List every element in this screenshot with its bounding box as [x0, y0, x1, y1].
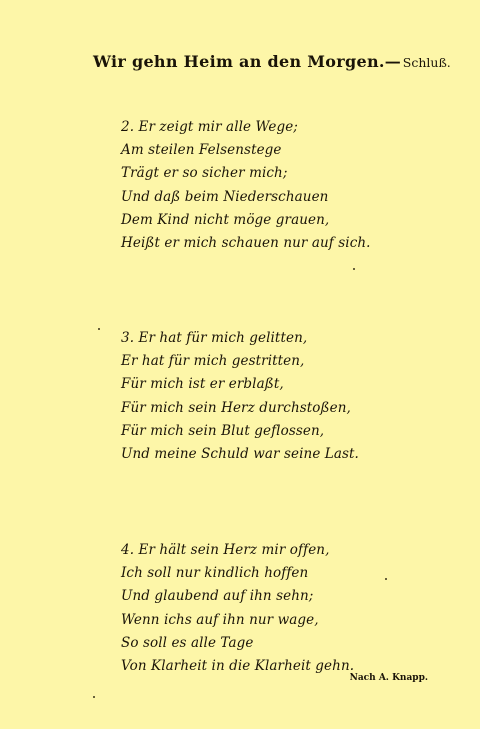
- verse-line: Und meine Schuld war seine Last.: [121, 446, 359, 463]
- stanza-number: 3.: [121, 330, 135, 346]
- verse-line: Und daß beim Niederschauen: [121, 188, 329, 205]
- title-continuation: Schluß.: [402, 55, 451, 70]
- verse-line: Trägt er so sicher mich;: [121, 165, 288, 182]
- paper-speck: [93, 696, 95, 698]
- verse-line: Heißt er mich schauen nur auf sich.: [121, 235, 371, 252]
- verse-line: So soll es alle Tage: [121, 634, 254, 651]
- verse-line: Am steilen Felsenstege: [121, 142, 282, 159]
- stanza-4: [121, 539, 354, 678]
- stanza-line: [121, 116, 371, 139]
- verse-line: Für mich ist er erblaßt,: [121, 376, 284, 393]
- verse-line: Und glaubend auf ihn sehn;: [121, 588, 314, 605]
- verse-line: Von Klarheit in die Klarheit gehn.: [121, 658, 355, 675]
- verse-line: Wenn ichs auf ihn nur wage,: [121, 611, 319, 628]
- stanza-number: 4.: [121, 542, 135, 558]
- paper-speck: [98, 328, 100, 330]
- title-dash: —: [384, 52, 401, 71]
- hymn-title: [93, 52, 451, 71]
- paper-speck: [385, 578, 387, 580]
- stanza-number: 2.: [121, 119, 135, 135]
- verse-line: Dem Kind nicht möge grauen,: [121, 211, 330, 228]
- verse-line: Für mich sein Herz durchstoßen,: [121, 399, 351, 416]
- attribution: Nach A. Knapp.: [349, 673, 428, 683]
- verse-line: Er hält sein Herz mir offen,: [138, 542, 330, 558]
- verse-line: Er hat für mich gelitten,: [138, 330, 308, 346]
- verse-line: Er zeigt mir alle Wege;: [138, 119, 298, 135]
- stanza-3: [121, 327, 359, 466]
- hymn-title-main: Wir gehn Heim an den Morgen.: [93, 52, 385, 71]
- stanza-line: [121, 539, 354, 562]
- paper-speck: [353, 268, 355, 270]
- verse-line: Er hat für mich gestritten,: [121, 353, 305, 370]
- verse-line: Für mich sein Blut geflossen,: [121, 422, 325, 439]
- stanza-2: [121, 116, 371, 255]
- verse-line: Ich soll nur kindlich hoffen: [121, 565, 309, 582]
- stanza-line: [121, 327, 359, 350]
